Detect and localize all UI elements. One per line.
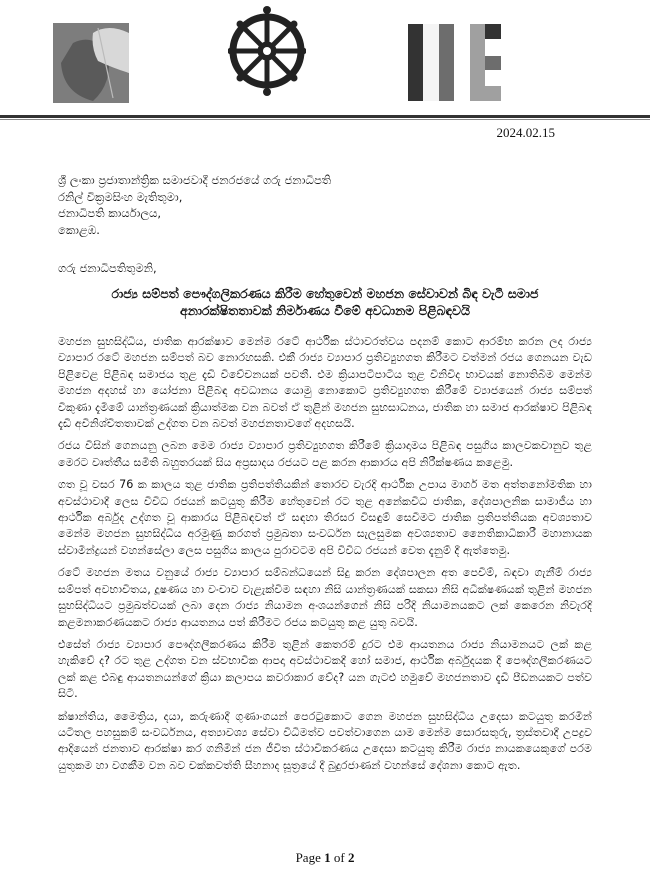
dharma-wheel-logo: [228, 3, 306, 99]
body-paragraph: රටේ මහජන මතය වනුයේ රාජ්‍ය ව්‍යාපාර සම්බන්ධයෙන් සිදු කරන දේශපාලන අත පෙවීම්, බඳවා ගැනීම් රාජ්‍ය සම්පත් අවභාවිතය, දූෂණය හා වංචාව වැළැක්වීම සඳහා නිසි යාන්ත්‍රණයක් සකසා නිසි අධීක්ෂණයක් තුළින් මහජන සුභසිද්ධියට ප්‍රමුඛත්වයක් ලබා දෙන රාජ්‍ය නියාමන අංශයන්ගෙන් නිසි පරිදි නියාමනයකට ලක් කෙරෙන නිවැරදි කළමනාකරණයකට රාජ්‍ය ආයතනය පත් කිරීමට රජය කටයුතු කළ යුතු බවයි.: [58, 566, 592, 629]
organization-bars-logo: [408, 24, 501, 101]
body-paragraph: ක්ෂාන්තිය, මෛත්‍රිය, දයා, කරුණාදී ගුණාංගයන් පෙරටුකොට ගෙන මහජන සුභසිද්ධිය උදෙසා කටයුතු කරමින් යටිතල පහසුකම් සංවර්ධනය, අත්‍යාවශ්‍ය සේවා විධිමත්ව පවත්වාගෙන යාම මෙන්ම සොරසතුරු, ත්‍රස්තවාදී උපද්‍රව ආදියෙන් ජනතාව ආරක්ෂා කර ගනිමින් ජන ජීවිත ස්ථාවීකරණය උදෙසා කටයුතු කිරීම රාජ්‍ය නායකයෙකුගේ පරම යුතුකම හා වගකීම වන බව චක්කවත්ති සීහනාද සූත්‍රයේ දී බුදුරජාණන් වහන්සේ දේශනා කොට ඇත.: [58, 709, 592, 772]
salutation: ගරු ජනාධිපතිතුමනි,: [58, 261, 157, 275]
body-paragraph: එසේත් රාජ්‍ය ව්‍යාපාර පෞද්ගලීකරණය කිරීම තුළින් කෙතරම් දුරට එම ආයතනය රාජ්‍ය නියාමනයට ලක් කළ හැකිවේ ද? රට තුළ උද්ගත වන ස්වභාවික ආපදා අවස්ථාවකදී හෝ සමාජ, ආර්ථික අර්බුදයක දී පෞද්ගලීකරණයට ලක් කළ එබඳු ආයතනයන්ගේ ක්‍රියා කලාපය කවරාකාර වේද? යන ගැටළු හමුවේ මහජනතාව දැඩි පීඩනයකට පත්ව සිටී.: [58, 637, 592, 701]
letter-body: [58, 334, 592, 780]
body-paragraph: රජය විසින් ගෙනයනු ලබන මෙම රාජ්‍ය ව්‍යාපාර ප්‍රතිව්‍යුහගත කිරීමේ ක්‍රියාදාමය පිළිබඳ පසුගිය කාලවකවානුව තුළ මෙරට වෘත්තීය සමිති බහුතරයක් සිය අප්‍රසාදය රජයට පළ කරන ආකාරය අපි නිරීක්ෂණය කළෙමු.: [58, 439, 592, 469]
bodhi-leaf-logo: [53, 23, 129, 103]
recipient-address: [58, 172, 331, 238]
body-paragraph: මහජන සුභසිද්ධිය, ජාතික ආරක්ෂාව මෙන්ම රටේ ආර්ථික ස්ථාවරත්වය පදනම් කොට ආරම්භ කරන ලද රාජ්‍ය ව්‍යාපාර රටේ මහජන සම්පත් බව නොරහසකි. එකී රාජ්‍ය ව්‍යාපාර ප්‍රතිව්‍යුහගත කිරීමට වත්මන් රජය ගෙනයන වැඩ පිළිවෙළ පිළිබඳ සමාජය තුළ දැඩි විවේචනයක් පවතී. එම ක්‍රියාපටිපාටිය තුළ විනිවිද භාවයක් නොතිබීම මෙන්ම මහජන අදහස් හා යෝජනා පිළිබඳ අවධානය යොමු නොකොට ප්‍රතිව්‍යුහගත කිරීමේ ව්‍යාජයෙන් රාජ්‍ය සම්පත් විකුණා දැමීමේ යාන්ත්‍රණයක් ක්‍රියාත්මක වන බවත් ඒ තුළින් මහජන සුභසාධනය, ජාතික හා සමාජ ආරක්ෂාව පිළිබඳ දැඩි අවිනිශ්චිතතාවක් උද්ගත වන බවත් මහජනතාවගේ අදහසයි.: [58, 335, 592, 431]
address-line: ශ්‍රී ලංකා ප්‍රජාතාන්ත්‍රික සමාජවාදී ජනරජයේ ගරු ජනාධිපති: [58, 173, 332, 187]
letter-date: 2024.02.15: [496, 125, 555, 140]
address-line: රනිල් වික්‍රමසිංහ මැතිතුමා,: [58, 189, 183, 204]
page-number: Page 1 of 2: [295, 850, 355, 865]
address-line: කොළඹ.: [58, 222, 100, 237]
address-line: ජනාධිපති කාර්යාලය,: [58, 206, 162, 220]
letter-subject: රාජ්‍ය සම්පත් පෞද්ගලිකරණය කිරීම හේතුවෙන් මහජන සේවාවන් බිඳ වැටී සමාජ අනාරක්ෂිතතාවක් නිර්මාණය වීමේ අවධානම පිළිබඳවයි: [111, 286, 539, 318]
header-divider: [0, 115, 650, 118]
header-divider-thin: [0, 119, 650, 120]
body-paragraph: ගත වූ වසර 76 ක කාලය තුළ ජාතික ප්‍රතිපත්තියකින් තොරව වැරදි ආර්ථික උපාය මාර්ග මත අත්තනෝමතික හා අවස්ථාවාදී ලෙස විවිධ රජයන් කටයුතු කිරීම හේතුවෙන් රට තුළ අනේකවිධ ජාතික, දේශපාලනික සාමාජීය හා ආර්ථික අර්බුද උද්ගත වූ ආකාරය පිළිබඳවත් ඒ සඳහා තිරසර විසඳුම් සෙවීමට ජාතික ප්‍රතිපත්තියක අවශ්‍යතාව මෙන්ම මහජන සුභසිද්ධිය අරමුණු කරගත් ප්‍රමුඛතා සංවර්ධන සැලසුමක අවශ්‍යතාව නෛතිකාධිකාරී මහානායක ස්වාමීන්ද්‍රයන් වහන්සේලා ලෙස පසුගිය කාලය පුරාවටම අපි විවිධ රජයන් වෙත දැනුම් දී ඇත්තෙමු.: [58, 478, 592, 557]
